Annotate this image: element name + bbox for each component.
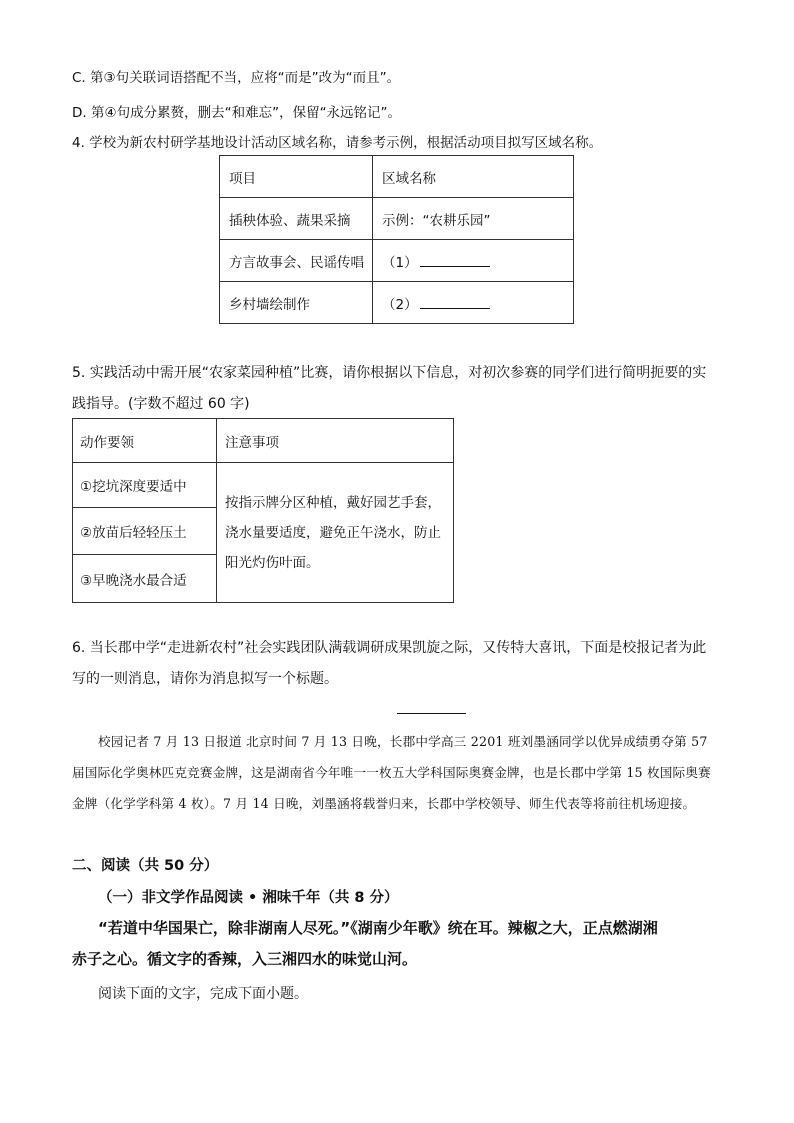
header-region-name: 区域名称 <box>373 156 574 198</box>
table-header-row <box>220 156 574 198</box>
option-c: C. 第③句关联词语搭配不当，应将“而是”改为“而且”。 <box>72 70 401 86</box>
header-actions: 动作要领 <box>73 419 217 463</box>
project-cell: 插秧体验、蔬果采摘 <box>220 198 373 240</box>
region-cell <box>373 240 574 282</box>
region-cell: 示例：“农耕乐园” <box>373 198 574 240</box>
header-notes: 注意事项 <box>217 419 454 463</box>
question-5-stem-line2: 践指导。(字数不超过 60 字) <box>72 396 250 412</box>
sub-section-heading: （一）非文学作品阅读 • 湘味千年（共 8 分） <box>98 890 399 906</box>
project-cell: 方言故事会、民谣传唱 <box>220 240 373 282</box>
question-6-stem-line1: 6. 当长郡中学“走进新农村”社会实践团队满载调研成果凯旋之际，又传特大喜讯，下面是校报记者为此 <box>72 640 707 656</box>
table-header-row <box>73 419 454 463</box>
intro-line-2: 赤子之心。循文字的香辣，入三湘四水的味觉山河。 <box>72 950 418 968</box>
action-cell: ①挖坑深度要适中 <box>73 463 217 508</box>
option-d: D. 第④句成分累赘，删去“和难忘”，保留“永远铭记”。 <box>72 105 402 121</box>
question-4-stem: 4. 学校为新农村研学基地设计活动区域名称，请参考示例，根据活动项目拟写区域名称。 <box>72 135 603 151</box>
action-cell: ②放苗后轻轻压土 <box>73 508 217 555</box>
table-row <box>220 240 574 282</box>
question-6-stem-line2: 写的一则消息，请你为消息拟写一个标题。 <box>72 671 338 687</box>
section-heading: 二、阅读（共 50 分） <box>72 858 219 874</box>
notes-cell: 按指示牌分区种植，戴好园艺手套，浇水量要适度，避免正午浇水，防止阳光灼伤叶面。 <box>217 463 454 603</box>
header-project: 项目 <box>220 156 373 198</box>
answer-blank-1[interactable] <box>420 254 490 267</box>
reading-instruction: 阅读下面的文字，完成下面小题。 <box>98 986 308 1002</box>
news-article: 校园记者 7 月 13 日报道 北京时间 7 月 13 日晚，长郡中学高三 2201 班刘墨涵同学以优异成绩勇夺第 57 届国际化学奥林匹克竞赛金牌，这是湖南省今年唯一一枚五大学科国际奥赛金牌，也是长郡中学第 15 枚国际奥赛金牌（化学学科第 4 枚）。7 月 14 日晚，刘墨涵将载誉归来，长郡中学校领导、师生代表等将前往机场迎接。 <box>72 734 711 811</box>
table-row <box>220 198 574 240</box>
intro-line-1: “若道中华国果亡，除非湖南人尽死。”《湖南少年歌》统在耳。辣椒之大，正点燃湖湘 <box>98 919 658 937</box>
table-row <box>220 282 574 324</box>
question-5-stem-line1: 5. 实践活动中需开展“农家菜园种植”比赛，请你根据以下信息，对初次参赛的同学们进行简明扼要的实 <box>72 365 707 381</box>
answer-blank-2[interactable] <box>420 296 490 309</box>
table-row <box>73 463 454 508</box>
region-cell <box>373 282 574 324</box>
action-cell: ③早晚浇水最合适 <box>73 555 217 603</box>
project-cell: 乡村墙绘制作 <box>220 282 373 324</box>
title-answer-blank[interactable] <box>397 713 466 714</box>
blank-label-1: （1） <box>382 254 418 271</box>
region-name-table <box>219 155 574 324</box>
planting-guide-table <box>72 418 454 603</box>
blank-label-2: （2） <box>382 296 418 313</box>
